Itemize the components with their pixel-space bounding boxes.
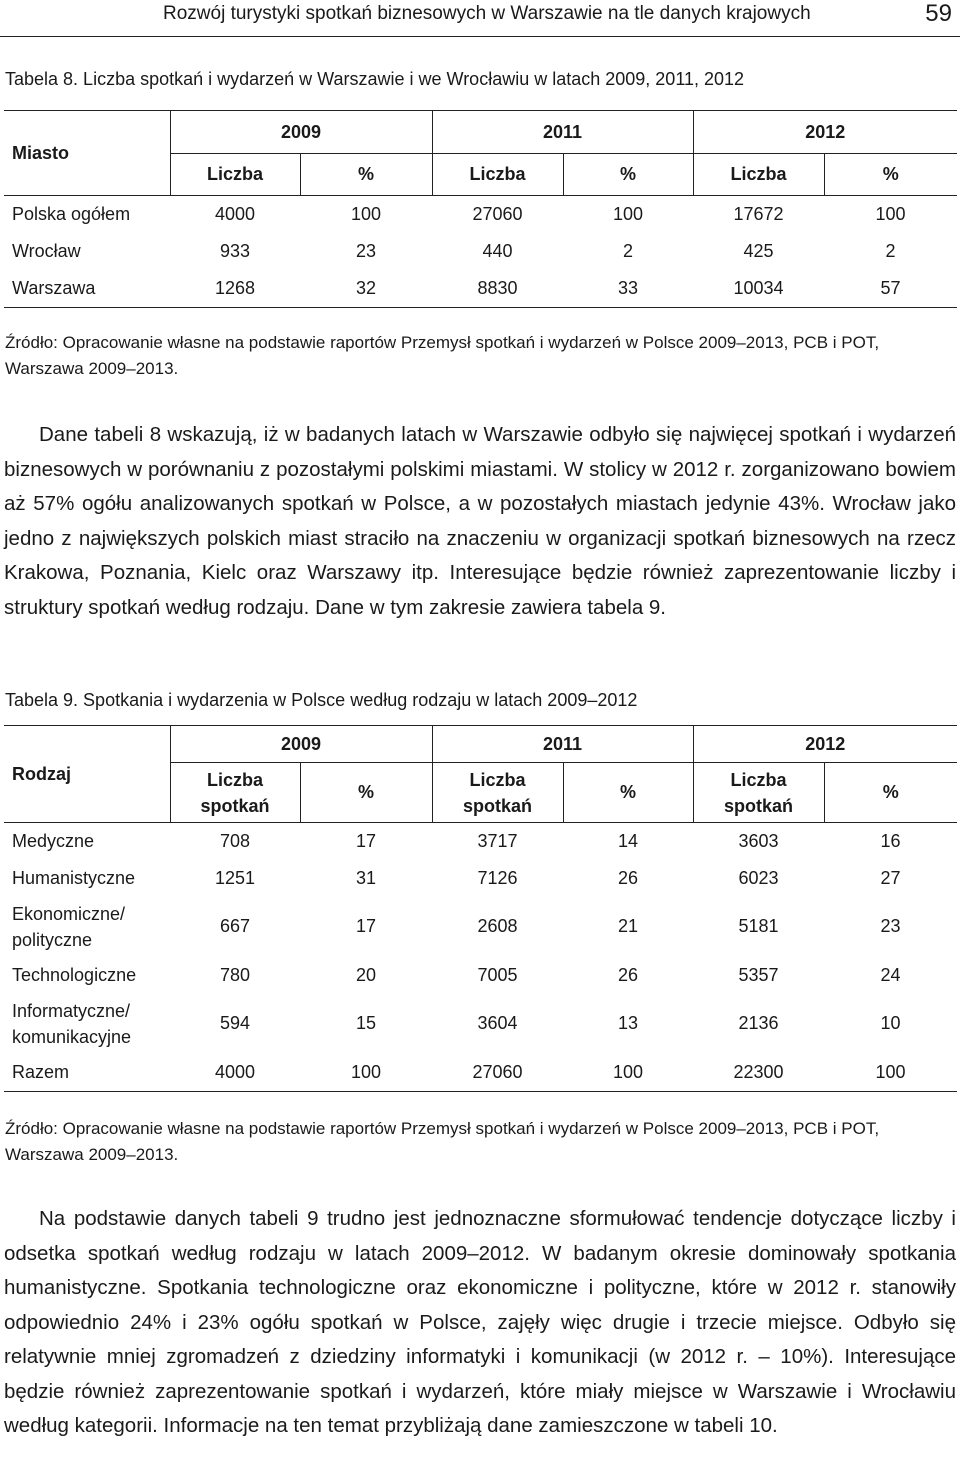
table9-year-row <box>4 726 957 763</box>
running-head <box>0 0 960 40</box>
table8-cell: 100 <box>350 203 382 224</box>
table9-cell: 100 <box>300 1054 432 1092</box>
table9-cell: Razem <box>4 1054 170 1092</box>
table-row <box>4 957 957 994</box>
table8-cell: 1268 <box>170 270 300 308</box>
body-paragraph-1: Dane tabeli 8 wskazują, iż w badanych latach w Warszawie odbyło się najwięcej spotkań i wydarzeń biznesowych w porównaniu z pozostałymi polskimi miastami. W stolicy w 2012 r. zorganizowano bowiem aż 57% ogółu analizowanych spotkań w Polsce, a w pozostałych miastach jedynie 43%. Wrocław jako jedno z największych polskich miast straciło na znaczeniu w organizacji spotkań biznesowych na rzecz Krakowa, Poznania, Kielc oraz Warszawy itp. Interesujące będzie również zaprezentowanie liczby i struktury spotkań według rodzaju. Dane w tym zakresie zawiera tabela 9. <box>4 423 956 619</box>
table9-cell: 24 <box>880 964 901 985</box>
table8-cell: Polska ogółem <box>12 203 131 224</box>
table9-count-header-line2: spotkań <box>723 795 793 816</box>
table9-cell: 15 <box>355 1013 377 1033</box>
table9-year-2012: 2012 <box>693 726 957 763</box>
table-row <box>4 233 957 270</box>
table-row <box>4 823 957 860</box>
page-number: 59 <box>925 0 952 27</box>
table8-year-2009: 2009 <box>170 111 432 154</box>
table8-cell: 425 <box>743 240 774 261</box>
table9-cell: 708 <box>219 830 251 851</box>
table8-cell: 933 <box>219 240 251 261</box>
table8-cell: 10034 <box>693 270 824 308</box>
table9-pct-header: % <box>824 763 957 823</box>
table9 <box>4 725 957 1092</box>
table8-cell: 4000 <box>214 203 256 224</box>
table9-cell: Technologiczne <box>12 964 137 985</box>
table8-cell: 27060 <box>472 203 523 224</box>
table9-count-header <box>432 763 563 823</box>
table9-year-2011: 2011 <box>432 726 693 763</box>
table9-count-header-line2: spotkań <box>200 795 270 816</box>
table9-cell: Medyczne <box>12 830 95 851</box>
table8-cell: 32 <box>300 270 432 308</box>
table8-subheader: Liczba <box>432 154 563 196</box>
table9-cell: 16 <box>880 830 901 851</box>
table8-cell: Warszawa <box>4 270 170 308</box>
table9-cell: 3603 <box>738 830 779 851</box>
table8-cell: 33 <box>563 270 693 308</box>
table9-cell: 2136 <box>738 1013 779 1033</box>
table9-cell: 7005 <box>477 964 518 985</box>
table9-cell: Humanistyczne <box>12 867 136 888</box>
table-row <box>4 270 957 308</box>
table8-year-2012: 2012 <box>693 111 957 154</box>
table8-year-row <box>4 111 957 154</box>
table9-cell: 13 <box>617 1013 639 1033</box>
table9-cell: 4000 <box>170 1054 300 1092</box>
table9-pct-header: % <box>563 763 693 823</box>
table9-cell: 5181 <box>738 916 779 936</box>
table9-type-header: Rodzaj <box>4 726 170 823</box>
table9-cell: 17 <box>355 916 377 936</box>
table9-cell: 7126 <box>477 867 518 888</box>
table9-pct-header: % <box>300 763 432 823</box>
table9-cell: 6023 <box>738 867 779 888</box>
table8-cell: 57 <box>824 270 957 308</box>
table9-cell: 27 <box>880 867 901 888</box>
header-rule <box>0 36 960 37</box>
table9-cell: 3604 <box>477 1013 518 1033</box>
table9-cell: 667 <box>219 916 251 936</box>
table9-count-header <box>170 763 300 823</box>
table9-cell: 3717 <box>477 830 518 851</box>
table9-cell: 1251 <box>214 867 256 888</box>
table-row <box>4 897 957 957</box>
table9-cell: 21 <box>617 916 639 936</box>
table9-cell: 10 <box>880 1013 901 1033</box>
table8-cell: 23 <box>355 240 377 261</box>
table-row <box>4 860 957 897</box>
table8-source: Źródło: Opracowanie własne na podstawie raportów Przemysł spotkań i wydarzeń w Polsce 2009–2013, PCB i POT, Warszawa 2009–2013. <box>5 333 880 378</box>
table9-cell: 780 <box>219 964 251 985</box>
table-row <box>4 1054 957 1092</box>
table9-cell: 22300 <box>693 1054 824 1092</box>
table9-cell: 20 <box>355 964 377 985</box>
table8-subheader: % <box>563 154 693 196</box>
table8-subheader: % <box>300 154 432 196</box>
table-row <box>4 994 957 1054</box>
table8-cell: 17672 <box>733 203 784 224</box>
table9-cell: 5357 <box>738 964 779 985</box>
table8-subheader: % <box>824 154 957 196</box>
table9-source: Źródło: Opracowanie własne na podstawie raportów Przemysł spotkań i wydarzeń w Polsce 2009–2013, PCB i POT, Warszawa 2009–2013. <box>5 1119 880 1164</box>
table8-subheader: Liczba <box>170 154 300 196</box>
table9-count-header-line2: spotkań <box>462 795 532 816</box>
table8 <box>4 110 957 308</box>
table8-city-header: Miasto <box>4 111 170 196</box>
table9-cell: 100 <box>824 1054 957 1092</box>
table8-cell: 440 <box>482 240 513 261</box>
table9-cell: 14 <box>617 830 639 851</box>
body-paragraph-2: Na podstawie danych tabeli 9 trudno jest jednoznaczne sformułować tendencje dotyczące liczby i odsetka spotkań według rodzaju w latach 2009–2012. W badanym okresie dominowały spotkania humanistyczne. Spotkania technologiczne oraz ekonomiczne i polityczne, które w 2012 r. stanowiły odpowiednio 24% i 23% ogółu spotkań w Polsce, zajęły więc drugie i trzecie miejsce. Odbyło się relatywnie mniej zgromadzeń z dziedziny informatyki i komunikacji (w 2012 r. – 10%). Interesujące będzie również zaprezentowanie spotkań i wydarzeń, które miały miejsce w Warszawie i Wrocławiu według kategorii. Informacje na ten temat przybliżają dane zamieszczone w tabeli 10. <box>4 1207 956 1437</box>
table9-count-header-line1: Liczba <box>730 769 787 790</box>
table8-cell: 2 <box>885 240 896 261</box>
table9-cell: 27060 <box>432 1054 563 1092</box>
table9-cell: Informatyczne/ komunikacyjne <box>12 1000 132 1047</box>
table9-cell: 26 <box>617 964 639 985</box>
table9-cell: 2608 <box>477 916 518 936</box>
table9-caption: Tabela 9. Spotkania i wydarzenia w Polsce według rodzaju w latach 2009–2012 <box>5 690 638 710</box>
table9-count-header-line1: Liczba <box>469 769 526 790</box>
table8-subheader: Liczba <box>693 154 824 196</box>
table9-cell: 23 <box>880 916 901 936</box>
table8-cell: 2 <box>622 240 633 261</box>
table9-cell: 100 <box>563 1054 693 1092</box>
table8-cell: Wrocław <box>12 240 81 261</box>
table8-caption: Tabela 8. Liczba spotkań i wydarzeń w Warszawie i we Wrocławiu w latach 2009, 2011, 2012 <box>5 69 745 89</box>
table9-count-header-line1: Liczba <box>206 769 263 790</box>
table9-cell: 26 <box>617 867 639 888</box>
table9-cell: Ekonomiczne/ polityczne <box>12 903 126 950</box>
table-row <box>4 196 957 233</box>
running-head-title: Rozwój turystyki spotkań biznesowych w Warszawie na tle danych krajowych <box>163 3 811 24</box>
table8-year-2011: 2011 <box>432 111 693 154</box>
table8-cell: 100 <box>875 203 906 224</box>
table8-cell: 8830 <box>432 270 563 308</box>
table9-cell: 31 <box>355 867 377 888</box>
table9-count-header <box>693 763 824 823</box>
table9-year-2009: 2009 <box>170 726 432 763</box>
table8-cell: 100 <box>612 203 644 224</box>
table9-cell: 17 <box>355 830 377 851</box>
table9-cell: 594 <box>219 1013 251 1033</box>
